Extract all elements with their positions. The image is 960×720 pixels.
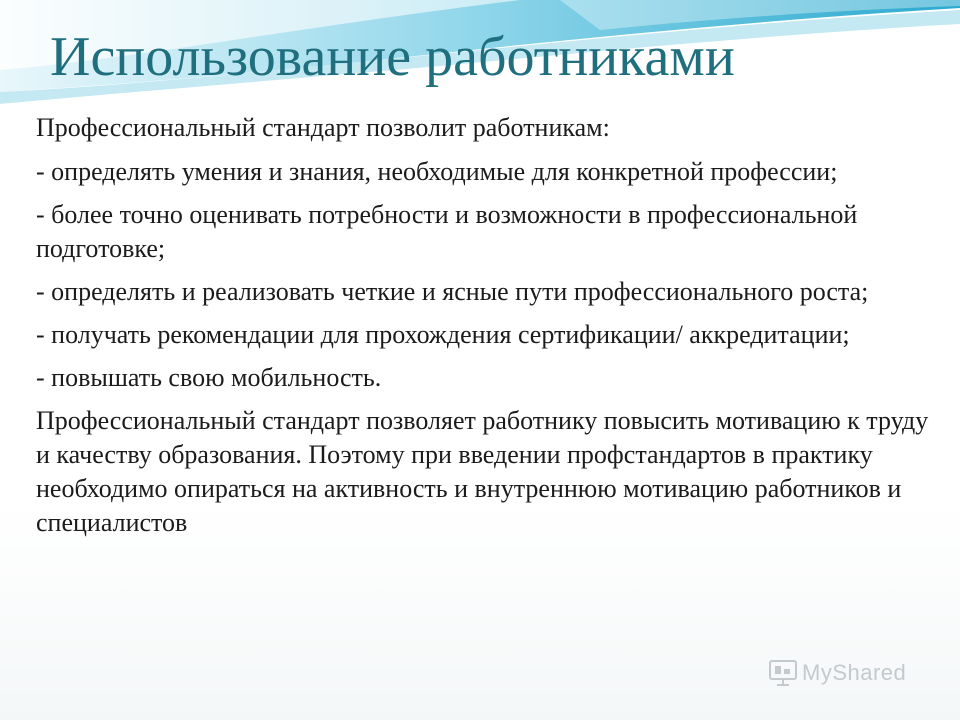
presentation-icon bbox=[768, 658, 798, 688]
intro-text: Профессиональный стандарт позволит работникам: bbox=[36, 113, 610, 142]
list-item: - более точно оценивать потребности и возможности в профессиональной подготовке; bbox=[36, 200, 858, 263]
watermark-text: MyShared bbox=[802, 660, 907, 685]
list-item: - определять и реализовать четкие и ясные пути профессионального роста; bbox=[36, 277, 869, 306]
slide-body bbox=[36, 111, 946, 549]
watermark bbox=[768, 658, 928, 698]
list-item: - определять умения и знания, необходимые для конкретной профессии; bbox=[36, 157, 838, 186]
list-item: - получать рекомендации для прохождения сертификации/ аккредитации; bbox=[36, 320, 850, 349]
slide-title: Использование работниками bbox=[50, 26, 735, 88]
list-item: - повышать свою мобильность. bbox=[36, 363, 382, 392]
conclusion-text: Профессиональный стандарт позволяет работнику повысить мотивацию к труду и качеству образования. Поэтому при введении профстандартов в практику необходимо опираться на активность и внутреннюю мотивацию работников и специалистов bbox=[36, 406, 929, 537]
